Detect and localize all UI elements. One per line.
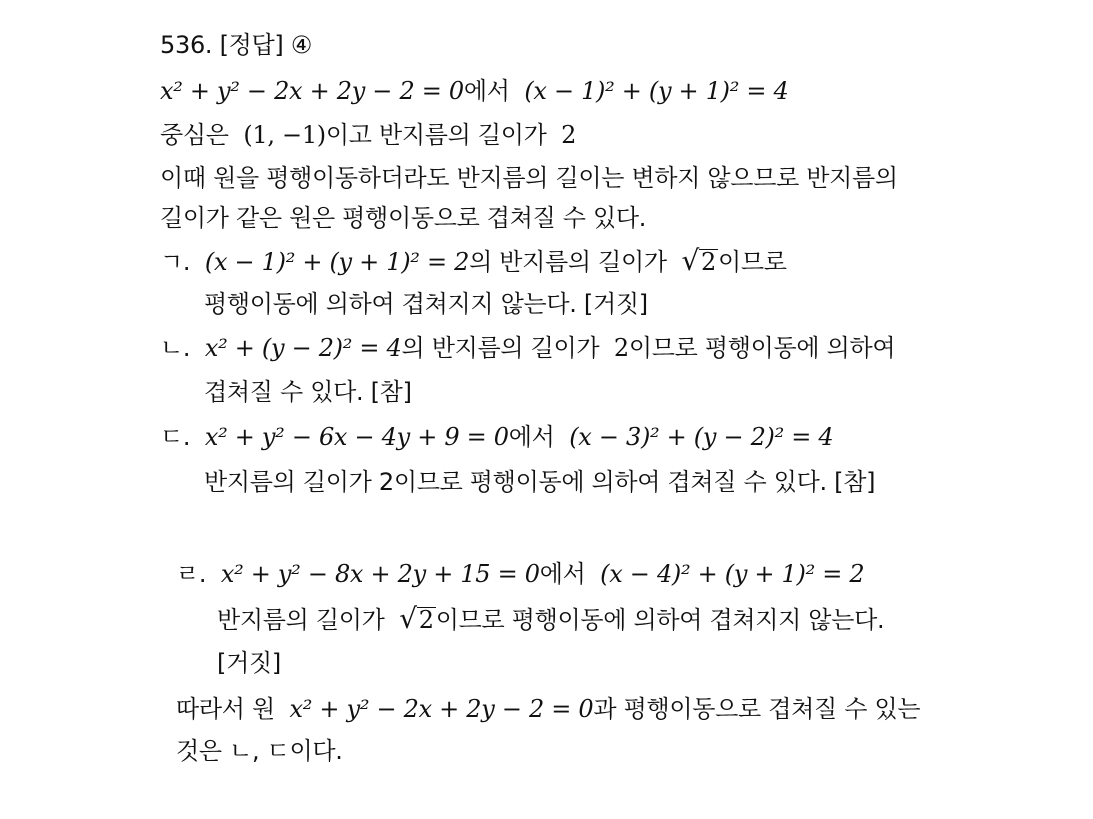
explanation-line-1 xyxy=(160,163,898,193)
sqrt-radicand: 2 xyxy=(418,606,434,634)
problem-header xyxy=(160,30,312,60)
item-marker: ㄱ. xyxy=(160,248,191,276)
item-text: 에서 xyxy=(508,423,555,451)
item-equation: x² + (y − 2)² = 4 xyxy=(204,334,402,362)
item-verdict-text: 반지름의 길이가 2이므로 평행이동에 의하여 겹쳐질 수 있다. [참] xyxy=(204,468,876,496)
item-verdict-text: 평행이동에 의하여 겹쳐지지 않는다. [거짓] xyxy=(204,290,648,318)
item-marker: ㄴ. xyxy=(160,334,191,362)
item-rieul-line3 xyxy=(217,648,281,678)
center-radius: 2 xyxy=(561,121,577,149)
item-marker: ㄹ. xyxy=(176,560,207,588)
sqrt-radius: √2 xyxy=(681,244,716,277)
sqrt-radius: √2 xyxy=(399,602,434,635)
conclusion-answer: 것은 ㄴ, ㄷ이다. xyxy=(176,737,343,765)
item-text-suffix: 이므로 xyxy=(718,248,787,276)
center-coordinate: (1, −1) xyxy=(243,121,326,149)
item-giyeok xyxy=(160,246,787,277)
conclusion-text-2: 과 평행이동으로 겹쳐질 수 있는 xyxy=(593,695,921,723)
item-nieun xyxy=(160,333,895,363)
item-equation: x² + y² − 6x − 4y + 9 = 0 xyxy=(204,423,509,451)
sqrt-radicand: 2 xyxy=(701,248,716,276)
item-equation: x² + y² − 8x + 2y + 15 = 0 xyxy=(220,560,540,588)
item-verdict-text: [거짓] xyxy=(217,649,281,677)
center-text-2: 이고 반지름의 길이가 xyxy=(325,121,547,149)
item-digeut xyxy=(160,422,833,452)
explanation-text-1: 이때 원을 평행이동하더라도 반지름의 길이는 변하지 않으므로 반지름의 xyxy=(160,164,898,192)
item-text: 의 반지름의 길이가 xyxy=(401,334,600,362)
item-equation: (x − 1)² + (y + 1)² = 2 xyxy=(204,248,470,276)
item-text: 반지름의 길이가 xyxy=(217,606,385,634)
item-text: 의 반지름의 길이가 xyxy=(469,248,667,276)
item-nieun-line2 xyxy=(204,377,412,407)
item-giyeok-line2 xyxy=(204,289,648,319)
problem-header-text: 536. [정답] ④ xyxy=(160,31,313,59)
conclusion-text-1: 따라서 원 xyxy=(176,695,275,723)
item-text-suffix: 이므로 평행이동에 의하여 xyxy=(628,334,896,362)
item-radius: 2 xyxy=(613,334,629,362)
given-equation: x² + y² − 2x + 2y − 2 = 0 xyxy=(160,77,464,105)
item-text: 에서 xyxy=(539,560,586,588)
conclusion-line-2 xyxy=(176,736,343,766)
item-standard-form: (x − 4)² + (y + 1)² = 2 xyxy=(600,560,865,588)
explanation-text-2: 길이가 같은 원은 평행이동으로 겹쳐질 수 있다. xyxy=(160,204,647,232)
item-verdict-text: 겹쳐질 수 있다. [참] xyxy=(204,378,412,406)
explanation-line-2 xyxy=(160,203,646,233)
item-rieul xyxy=(176,559,864,589)
item-standard-form: (x − 3)² + (y − 2)² = 4 xyxy=(569,423,834,451)
item-rieul-line2 xyxy=(217,604,884,635)
conclusion-equation: x² + y² − 2x + 2y − 2 = 0 xyxy=(289,695,594,723)
given-standard-form: (x − 1)² + (y + 1)² = 4 xyxy=(524,77,789,105)
item-digeut-line2 xyxy=(204,467,875,497)
given-suffix: 에서 xyxy=(463,77,510,105)
given-equation-line xyxy=(160,76,788,106)
center-radius-line xyxy=(160,120,576,150)
item-marker: ㄷ. xyxy=(160,423,191,451)
item-text-suffix: 이므로 평행이동에 의하여 겹쳐지지 않는다. xyxy=(435,606,885,634)
conclusion-line-1 xyxy=(176,694,920,724)
center-text-1: 중심은 xyxy=(160,121,229,149)
